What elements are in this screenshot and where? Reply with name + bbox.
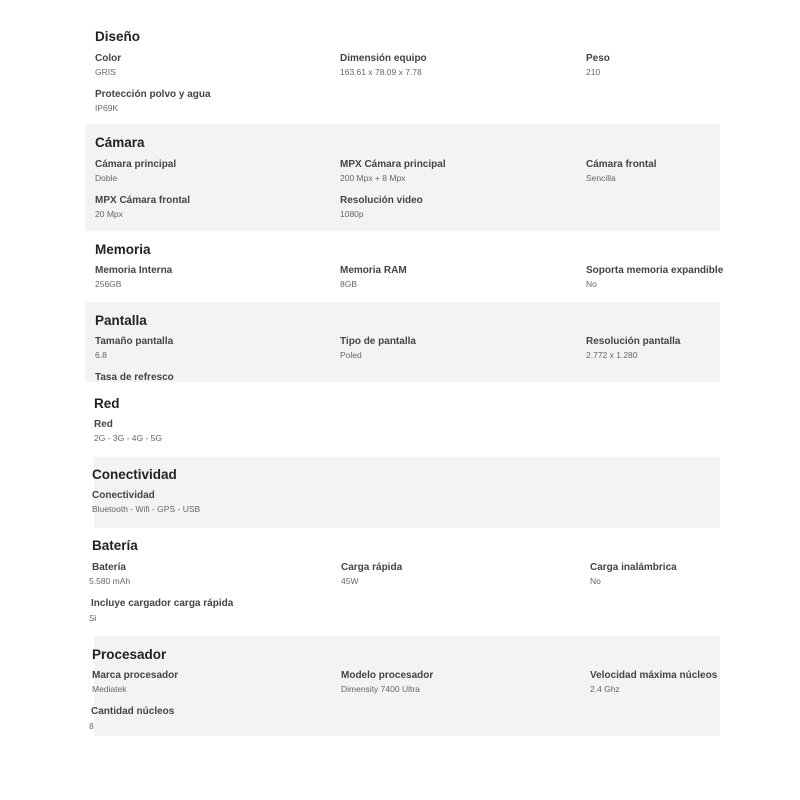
spec-value-marca-procesador: Mediatek: [92, 684, 127, 694]
spec-label-color: Color: [95, 53, 122, 64]
spec-value-cantidad-nucleos: 8: [89, 721, 94, 731]
spec-label-carga-inalambrica: Carga inalámbrica: [590, 562, 677, 573]
spec-value-resolucion-pantalla: 2.772 x 1.280: [586, 350, 638, 360]
section-title: Pantalla: [95, 313, 147, 328]
section-pantalla: [85, 302, 720, 382]
section-diseno: [85, 20, 720, 124]
spec-value-resolucion-video: 1080p: [340, 209, 364, 219]
section-conectividad: [94, 457, 720, 528]
spec-value-carga-rapida: 45W: [341, 576, 359, 586]
spec-label-conectividad: Conectividad: [92, 490, 155, 501]
spec-label-tipo-pantalla: Tipo de pantalla: [340, 336, 416, 347]
spec-label-tamano-pantalla: Tamaño pantalla: [95, 336, 174, 347]
spec-value-dimension: 163.61 x 78.09 x 7.78: [340, 67, 422, 77]
spec-value-camara-principal: Doble: [95, 173, 118, 183]
spec-label-red: Red: [94, 419, 113, 430]
spec-value-conectividad: Bluetooth - Wifi - GPS - USB: [92, 504, 201, 514]
spec-value-mpx-principal: 200 Mpx + 8 Mpx: [340, 173, 406, 183]
spec-value-velocidad-nucleos: 2.4 Ghz: [590, 684, 620, 694]
spec-value-mpx-frontal: 20 Mpx: [95, 209, 123, 219]
spec-value-proteccion: IP69K: [95, 103, 119, 113]
section-procesador: [89, 636, 720, 736]
spec-label-mpx-frontal: MPX Cámara frontal: [95, 195, 191, 206]
section-bateria: [89, 528, 720, 636]
section-title: Conectividad: [92, 467, 177, 482]
spec-label-proteccion: Protección polvo y agua: [95, 89, 211, 100]
spec-value-carga-inalambrica: No: [590, 576, 601, 586]
spec-value-camara-frontal: Sencilla: [586, 173, 616, 183]
section-title: Batería: [92, 538, 138, 553]
spec-label-bateria: Batería: [92, 562, 126, 573]
spec-value-incluye-cargador: Si: [89, 613, 97, 623]
spec-label-memoria-expandible: Soporta memoria expandible: [586, 265, 724, 276]
spec-value-red: 2G - 3G - 4G - 5G: [94, 433, 163, 443]
spec-value-tipo-pantalla: Poled: [340, 350, 362, 360]
spec-label-mpx-principal: MPX Cámara principal: [340, 159, 446, 170]
spec-label-resolucion-video: Resolución video: [340, 195, 423, 206]
spec-value-memoria-ram: 8GB: [340, 279, 358, 289]
spec-value-memoria-expandible: No: [586, 279, 597, 289]
spec-value-bateria: 5.580 mAh: [89, 576, 131, 586]
section-title: Memoria: [95, 242, 151, 257]
section-title: Red: [94, 396, 120, 411]
spec-label-velocidad-nucleos: Velocidad máxima núcleos: [590, 670, 718, 681]
spec-label-camara-frontal: Cámara frontal: [586, 159, 657, 170]
section-title: Cámara: [95, 135, 145, 150]
spec-value-color: GRIS: [95, 67, 116, 77]
spec-value-memoria-interna: 256GB: [95, 279, 122, 289]
spec-label-memoria-interna: Memoria Interna: [95, 265, 173, 276]
spec-label-cantidad-nucleos: Cantidad núcleos: [91, 706, 175, 717]
spec-label-tasa-refresco: Tasa de refresco: [95, 372, 174, 383]
spec-value-peso: 210: [586, 67, 601, 77]
spec-label-marca-procesador: Marca procesador: [92, 670, 179, 681]
spec-value-tamano-pantalla: 6.8: [95, 350, 107, 360]
spec-label-resolucion-pantalla: Resolución pantalla: [586, 336, 681, 347]
spec-label-peso: Peso: [586, 53, 610, 64]
spec-label-incluye-cargador: Incluye cargador carga rápida: [91, 598, 234, 609]
spec-label-carga-rapida: Carga rápida: [341, 562, 403, 573]
spec-label-memoria-ram: Memoria RAM: [340, 265, 407, 276]
spec-label-camara-principal: Cámara principal: [95, 159, 177, 170]
section-red: [94, 382, 720, 457]
spec-value-modelo-procesador: Dimensity 7400 Ultra: [341, 684, 420, 694]
section-camara: [85, 124, 720, 231]
section-title: Procesador: [92, 647, 167, 662]
section-memoria: [85, 231, 724, 302]
spec-label-modelo-procesador: Modelo procesador: [341, 670, 434, 681]
section-title: Diseño: [95, 29, 141, 44]
spec-label-dimension: Dimensión equipo: [340, 53, 427, 64]
